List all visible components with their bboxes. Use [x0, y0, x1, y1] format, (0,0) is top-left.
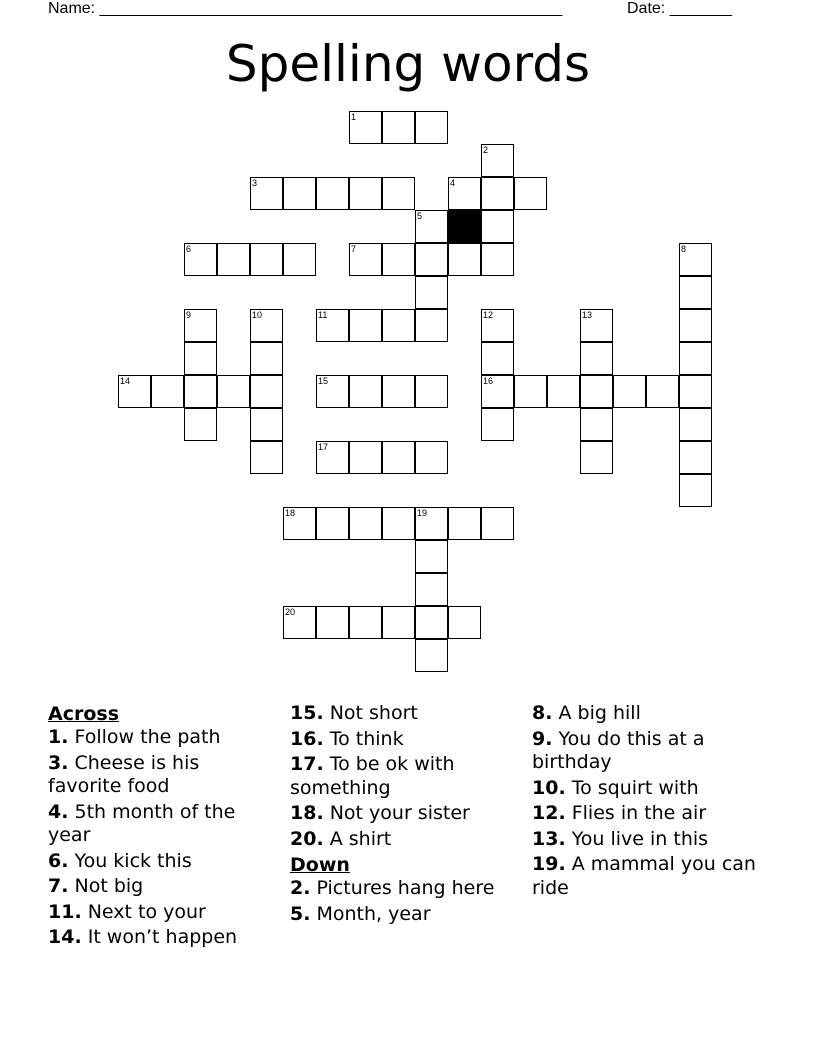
crossword-cell[interactable]: [184, 342, 217, 375]
clue-item-number: 3.: [48, 751, 69, 774]
clue-item-number: 16.: [290, 727, 324, 750]
date-field-label: Date: _______: [627, 0, 732, 17]
crossword-cell[interactable]: [184, 375, 217, 408]
crossword-cell[interactable]: [613, 375, 646, 408]
crossword-cell[interactable]: [415, 309, 448, 342]
clue-item-number: 7.: [48, 875, 69, 897]
crossword-cell[interactable]: [217, 375, 250, 408]
clue-item: [48, 726, 273, 750]
clue-item-number: 15.: [290, 702, 324, 724]
crossword-cell[interactable]: [415, 375, 448, 408]
crossword-cell[interactable]: [217, 243, 250, 276]
clue-item: [532, 802, 762, 826]
crossword-cell[interactable]: [250, 243, 283, 276]
clue-item-number: 5.: [290, 902, 311, 925]
clue-number: 8: [681, 244, 687, 254]
across-heading: Across: [48, 703, 120, 725]
crossword-cell[interactable]: [448, 243, 481, 276]
page-title: Spelling words: [225, 35, 591, 93]
clue-item: [48, 752, 273, 799]
crossword-cell[interactable]: [316, 441, 349, 474]
crossword-cell[interactable]: [448, 606, 481, 639]
crossword-cell[interactable]: [250, 441, 283, 474]
crossword-cell[interactable]: [382, 441, 415, 474]
clue-item-text: 5th month of the year: [48, 800, 236, 846]
crossword-cell[interactable]: [184, 309, 217, 342]
crossword-cell[interactable]: [349, 111, 382, 144]
clue-item: [290, 877, 522, 901]
crossword-cell[interactable]: [679, 408, 712, 441]
clue-number: 13: [582, 310, 593, 320]
crossword-cell[interactable]: [316, 507, 349, 540]
clue-number: 10: [252, 310, 263, 320]
crossword-cell[interactable]: [580, 441, 613, 474]
clue-number: 17: [318, 442, 329, 452]
crossword-cell[interactable]: [679, 309, 712, 342]
crossword-cell[interactable]: [547, 375, 580, 408]
clue-number: 14: [120, 376, 131, 386]
clue-item-number: 6.: [48, 849, 69, 872]
crossword-cell[interactable]: [415, 276, 448, 309]
clue-item: [290, 702, 522, 726]
clue-item: [290, 802, 522, 826]
clue-item: [532, 702, 762, 726]
clue-item-text: It won’t happen: [81, 926, 238, 948]
clue-number: 6: [186, 244, 192, 254]
crossword-cell[interactable]: [250, 408, 283, 441]
clue-number: 19: [417, 508, 428, 518]
crossword-cell[interactable]: [481, 210, 514, 243]
clue-item-text: You live in this: [565, 827, 709, 850]
crossword-cell[interactable]: [580, 342, 613, 375]
crossword-cell[interactable]: [415, 111, 448, 144]
crossword-cell[interactable]: [481, 408, 514, 441]
clue-number: 18: [285, 508, 296, 518]
crossword-cell[interactable]: [382, 243, 415, 276]
crossword-cell[interactable]: [283, 243, 316, 276]
clue-item: [290, 753, 522, 800]
crossword-cell[interactable]: [415, 243, 448, 276]
clue-number: 2: [483, 145, 489, 155]
clue-item: [48, 801, 273, 848]
down-heading: Down: [290, 854, 350, 876]
clue-number: 9: [186, 310, 192, 320]
crossword-cell[interactable]: [448, 507, 481, 540]
crossword-cell[interactable]: [580, 309, 613, 342]
crossword-cell[interactable]: [679, 243, 712, 276]
clue-item-number: 12.: [532, 802, 566, 824]
crossword-cell[interactable]: [250, 177, 283, 210]
crossword-cell[interactable]: [349, 507, 382, 540]
crossword-cell[interactable]: [415, 507, 448, 540]
clue-number: 11: [318, 310, 328, 320]
clue-item-text: Follow the path: [68, 726, 221, 748]
clue-item-number: 19.: [532, 853, 566, 875]
crossword-cell[interactable]: [481, 375, 514, 408]
crossword-cell[interactable]: [679, 342, 712, 375]
clue-item-text: Cheese is his favorite food: [48, 751, 200, 797]
crossword-cell[interactable]: [382, 375, 415, 408]
crossword-cell[interactable]: [514, 177, 547, 210]
crossword-cell[interactable]: [118, 375, 151, 408]
crossword-cell[interactable]: [514, 375, 547, 408]
crossword-cell[interactable]: [415, 606, 448, 639]
crossword-cell[interactable]: [679, 276, 712, 309]
crossword-cell[interactable]: [316, 177, 349, 210]
clue-item-number: 2.: [290, 877, 311, 899]
crossword-cell[interactable]: [184, 408, 217, 441]
crossword-cell[interactable]: [316, 606, 349, 639]
crossword-cell[interactable]: [250, 342, 283, 375]
crossword-cell[interactable]: [481, 144, 514, 177]
clue-item-text: You do this at a birthday: [532, 727, 705, 773]
clue-item-text: Not big: [68, 875, 144, 897]
crossword-cell[interactable]: [283, 507, 316, 540]
clue-item-number: 8.: [532, 702, 553, 724]
clue-item-number: 17.: [290, 753, 324, 775]
crossword-cell[interactable]: [349, 441, 382, 474]
crossword-cell[interactable]: [184, 243, 217, 276]
clue-number: 7: [351, 244, 357, 254]
clue-column-2: [290, 702, 522, 928]
crossword-cell[interactable]: [646, 375, 679, 408]
clue-item-text: Not short: [323, 702, 418, 724]
name-field-label: Name: ____________________________________________________: [48, 0, 563, 17]
crossword-cell[interactable]: [382, 111, 415, 144]
clue-item: [290, 728, 522, 752]
clue-column-1: [48, 702, 273, 952]
clue-item: [48, 901, 273, 925]
crossword-cell[interactable]: [448, 177, 481, 210]
crossword-cell[interactable]: [283, 606, 316, 639]
crossword-cell[interactable]: [481, 507, 514, 540]
crossword-cell[interactable]: [415, 573, 448, 606]
crossword-cell[interactable]: [349, 375, 382, 408]
clue-item: [290, 903, 522, 927]
clue-column-3: [532, 702, 762, 902]
crossword-cell[interactable]: [679, 375, 712, 408]
crossword-cell[interactable]: [349, 243, 382, 276]
clue-item-text: A shirt: [323, 827, 392, 850]
crossword-cell[interactable]: [382, 177, 415, 210]
crossword-cell[interactable]: [679, 474, 712, 507]
clue-item-text: To be ok with something: [290, 753, 455, 799]
clue-item: [532, 828, 762, 852]
clue-item-number: 20.: [290, 827, 324, 850]
clue-item-number: 10.: [532, 776, 566, 799]
crossword-cell[interactable]: [151, 375, 184, 408]
clue-item-text: A mammal you can ride: [532, 853, 756, 899]
crossword-cell[interactable]: [481, 309, 514, 342]
clue-item-text: A big hill: [552, 702, 641, 724]
crossword-cell[interactable]: [316, 309, 349, 342]
clue-item-number: 9.: [532, 727, 553, 750]
clue-item-number: 18.: [290, 802, 324, 824]
clue-item: [48, 875, 273, 899]
clue-item: [532, 777, 762, 801]
clue-number: 5: [417, 211, 423, 221]
crossword-black-cell: [448, 210, 481, 243]
crossword-cell[interactable]: [382, 309, 415, 342]
clue-item-number: 1.: [48, 726, 69, 748]
crossword-cell[interactable]: [382, 606, 415, 639]
crossword-cell[interactable]: [580, 375, 613, 408]
clue-item: [48, 850, 273, 874]
clue-number: 3: [252, 178, 258, 188]
crossword-cell[interactable]: [316, 375, 349, 408]
crossword-cell[interactable]: [415, 210, 448, 243]
clue-item-text: Pictures hang here: [310, 877, 495, 899]
clue-number: 20: [285, 607, 296, 617]
crossword-cell[interactable]: [481, 342, 514, 375]
crossword-cell[interactable]: [481, 177, 514, 210]
clue-item: [532, 728, 762, 775]
crossword-cell[interactable]: [382, 507, 415, 540]
clue-item-number: 14.: [48, 926, 82, 948]
clue-item-number: 11.: [48, 900, 82, 923]
crossword-cell[interactable]: [481, 243, 514, 276]
crossword-cell[interactable]: [283, 177, 316, 210]
crossword-cell[interactable]: [679, 441, 712, 474]
crossword-cell[interactable]: [250, 375, 283, 408]
crossword-cell[interactable]: [415, 441, 448, 474]
clue-item-text: Month, year: [310, 902, 431, 925]
crossword-cell[interactable]: [415, 639, 448, 672]
clue-number: 15: [318, 376, 329, 386]
crossword-cell[interactable]: [349, 606, 382, 639]
crossword-cell[interactable]: [349, 309, 382, 342]
crossword-cell[interactable]: [415, 540, 448, 573]
clue-item: [290, 828, 522, 852]
clue-item-text: To think: [323, 727, 404, 750]
crossword-cell[interactable]: [580, 408, 613, 441]
clue-item-number: 13.: [532, 827, 566, 850]
clue-number: 12: [483, 310, 494, 320]
clue-item-text: Flies in the air: [565, 802, 707, 824]
crossword-cell[interactable]: [349, 177, 382, 210]
clue-item-text: Not your sister: [323, 802, 470, 824]
clue-item: [48, 926, 273, 950]
clue-item-text: Next to your: [81, 900, 206, 923]
crossword-cell[interactable]: [250, 309, 283, 342]
clue-number: 4: [450, 178, 456, 188]
clue-item-text: You kick this: [68, 849, 192, 872]
clue-number: 1: [351, 112, 357, 122]
clue-item-number: 4.: [48, 800, 69, 823]
clue-item-text: To squirt with: [565, 776, 699, 799]
clue-number: 16: [483, 376, 494, 386]
clue-item: [532, 853, 762, 900]
